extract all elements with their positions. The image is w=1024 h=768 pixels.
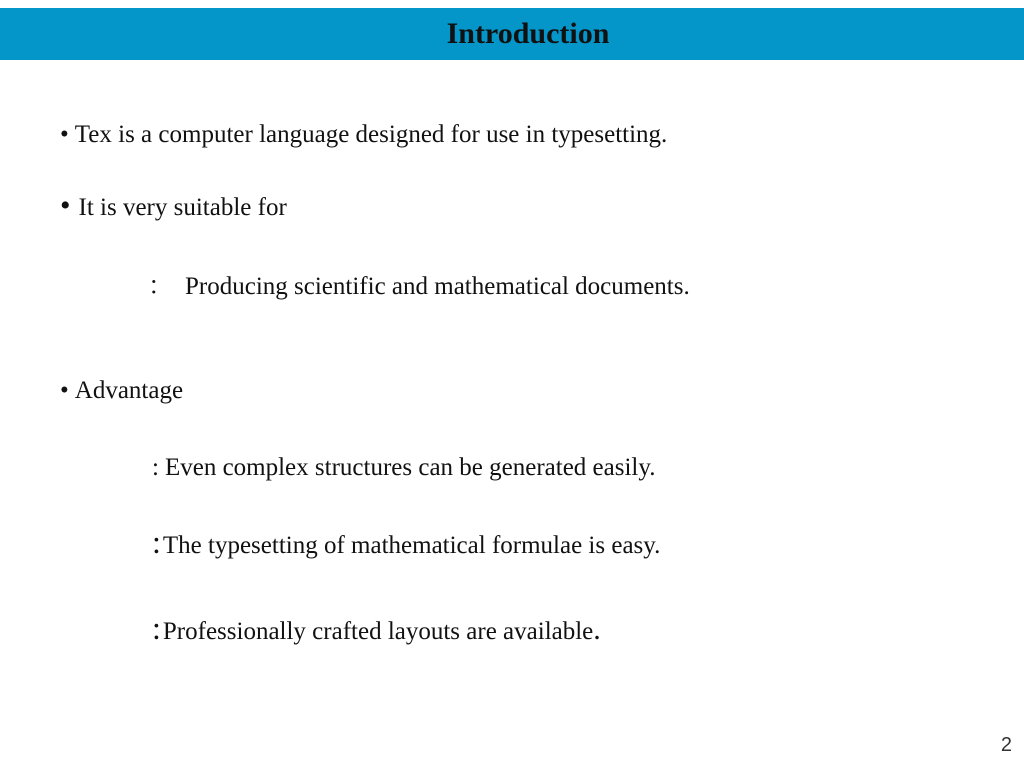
sub-item-text: Producing scientific and mathematical documents.: [185, 273, 690, 300]
bullet-advantage: [60, 376, 183, 406]
colon-marker: :: [152, 610, 161, 646]
sentence-period: .: [593, 613, 601, 646]
bullet-icon: •: [60, 189, 71, 222]
sub-item-complex-structures: [152, 453, 655, 483]
sub-item-text: Even complex structures can be generated easily.: [164, 454, 656, 481]
colon-marker: :: [152, 524, 161, 560]
sub-item-layouts: [152, 610, 601, 647]
title-bar: [0, 8, 1024, 60]
slide-title: Introduction: [446, 17, 610, 50]
bullet-tex-definition: [60, 120, 667, 150]
sub-item-text: The typesetting of mathematical formulae is easy.: [162, 532, 661, 559]
bullet-text: Advantage: [74, 377, 184, 404]
bullet-suitable-for: [60, 191, 287, 223]
page-number: 2: [1000, 734, 1012, 756]
bullet-text: It is very suitable for: [78, 194, 287, 221]
colon-marker: ：: [148, 273, 174, 300]
bullet-text: Tex is a computer language designed for use in typesetting.: [74, 121, 668, 148]
sub-item-text: Professionally crafted layouts are available: [162, 618, 594, 645]
sub-item-producing-documents: [148, 272, 690, 302]
sub-item-formulae: [152, 524, 661, 561]
bullet-icon: •: [60, 377, 69, 404]
colon-marker: :: [152, 454, 159, 481]
bullet-icon: •: [60, 121, 69, 148]
